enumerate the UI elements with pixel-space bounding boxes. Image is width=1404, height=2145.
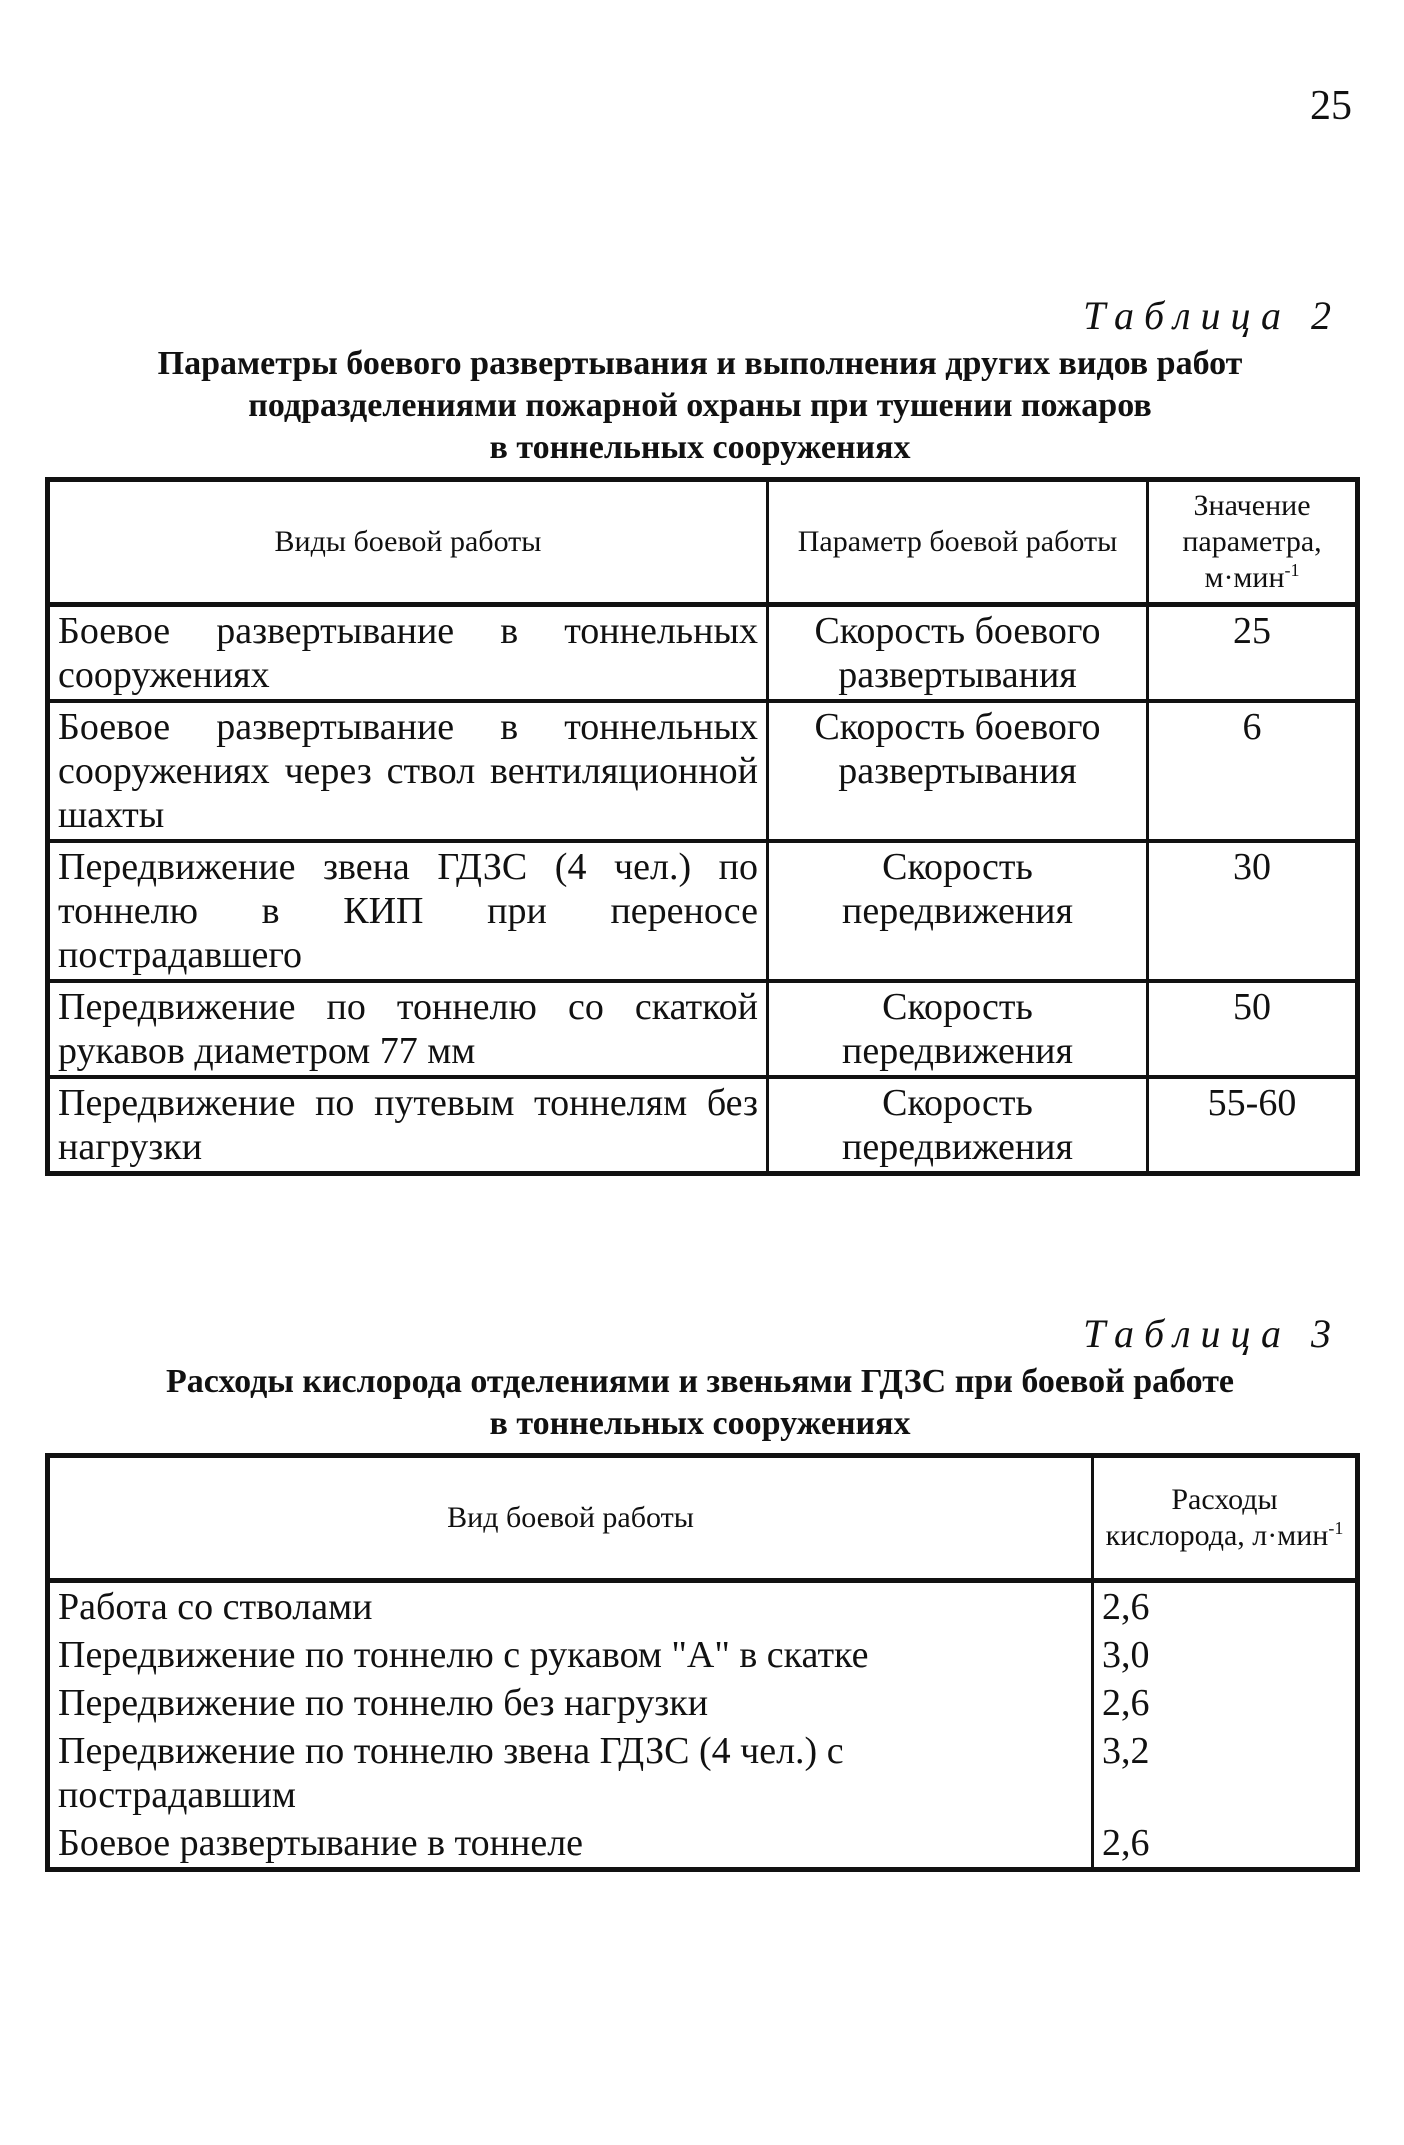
table3-header-value (1093, 1456, 1358, 1581)
table-row (48, 701, 1358, 841)
table2-cell-value: 30 (1148, 841, 1358, 981)
table2-cell-param: Скорость боевого развертывания (768, 701, 1148, 841)
table2-cell-work: Передвижение по тоннелю со скаткой рукавов диаметром 77 мм (48, 981, 768, 1077)
table3-cell-work: Работа со стволами (48, 1581, 1093, 1632)
table2-cell-work: Передвижение по путевым тоннелям без нагрузки (48, 1077, 768, 1174)
table2-header-param: Параметр боевой работы (768, 480, 1148, 605)
table2-cell-param: Скорость боевого развертывания (768, 605, 1148, 702)
table2-title-line: подразделениями пожарной охраны при тушении пожаров (248, 387, 1152, 424)
table2-cell-work: Передвижение звена ГДЗС (4 чел.) по тоннелю в КИП при переносе пострадавшего (48, 841, 768, 981)
table-row (48, 1631, 1358, 1679)
table-row (48, 841, 1358, 981)
table-row (48, 1819, 1358, 1870)
table2-header-row (48, 480, 1358, 605)
table2-block (45, 292, 1355, 1176)
table3-cell-value: 2,6 (1093, 1679, 1358, 1727)
table2-header-value-text: Значение параметра, м·мин (1182, 489, 1322, 594)
table3-header-row (48, 1456, 1358, 1581)
table2 (45, 477, 1360, 1176)
table2-title-line: в тоннельных сооружениях (489, 429, 911, 466)
table3-cell-work: Передвижение по тоннелю без нагрузки (48, 1679, 1093, 1727)
table3-header-work: Вид боевой работы (48, 1456, 1093, 1581)
table3-cell-work: Боевое развертывание в тоннеле (48, 1819, 1093, 1870)
table2-label: Таблица 2 (1083, 293, 1341, 338)
table2-cell-value: 55-60 (1148, 1077, 1358, 1174)
page-number: 25 (1310, 83, 1352, 129)
table2-cell-work: Боевое развертывание в тоннельных сооружениях через ствол вентиляционной шахты (48, 701, 768, 841)
table3-title-line: в тоннельных сооружениях (489, 1405, 911, 1442)
table2-cell-work: Боевое развертывание в тоннельных сооружениях (48, 605, 768, 702)
table3-title (45, 1361, 1355, 1445)
table2-header-value-sup: -1 (1284, 560, 1300, 580)
table3-header-value-text: Расходы кислорода, л·мин (1105, 1483, 1329, 1552)
table-row (48, 981, 1358, 1077)
table3-cell-work: Передвижение по тоннелю с рукавом "А" в скатке (48, 1631, 1093, 1679)
table-row (48, 1077, 1358, 1174)
table2-cell-value: 6 (1148, 701, 1358, 841)
table-row (48, 1581, 1358, 1632)
table3-header-value-sup: -1 (1328, 1518, 1344, 1538)
table3-cell-value: 2,6 (1093, 1819, 1358, 1870)
table-row (48, 1727, 1358, 1819)
table2-cell-param: Скорость передвижения (768, 1077, 1148, 1174)
table2-cell-param: Скорость передвижения (768, 981, 1148, 1077)
table2-header-work: Виды боевой работы (48, 480, 768, 605)
table3 (45, 1453, 1360, 1872)
table2-title (45, 343, 1355, 469)
table3-cell-value: 2,6 (1093, 1581, 1358, 1632)
table3-block (45, 1310, 1355, 1872)
table3-label: Таблица 3 (1083, 1311, 1341, 1356)
table3-cell-value: 3,0 (1093, 1631, 1358, 1679)
table2-cell-param: Скорость передвижения (768, 841, 1148, 981)
table2-cell-value: 25 (1148, 605, 1358, 702)
table3-cell-value: 3,2 (1093, 1727, 1358, 1819)
table2-header-value (1148, 480, 1358, 605)
table-row (48, 605, 1358, 702)
table2-cell-value: 50 (1148, 981, 1358, 1077)
table2-title-line: Параметры боевого развертывания и выполнения других видов работ (157, 345, 1243, 382)
table-row (48, 1679, 1358, 1727)
table3-title-line: Расходы кислорода отделениями и звеньями ГДЗС при боевой работе (166, 1363, 1234, 1400)
table3-cell-work: Передвижение по тоннелю звена ГДЗС (4 чел.) с пострадавшим (48, 1727, 1093, 1819)
